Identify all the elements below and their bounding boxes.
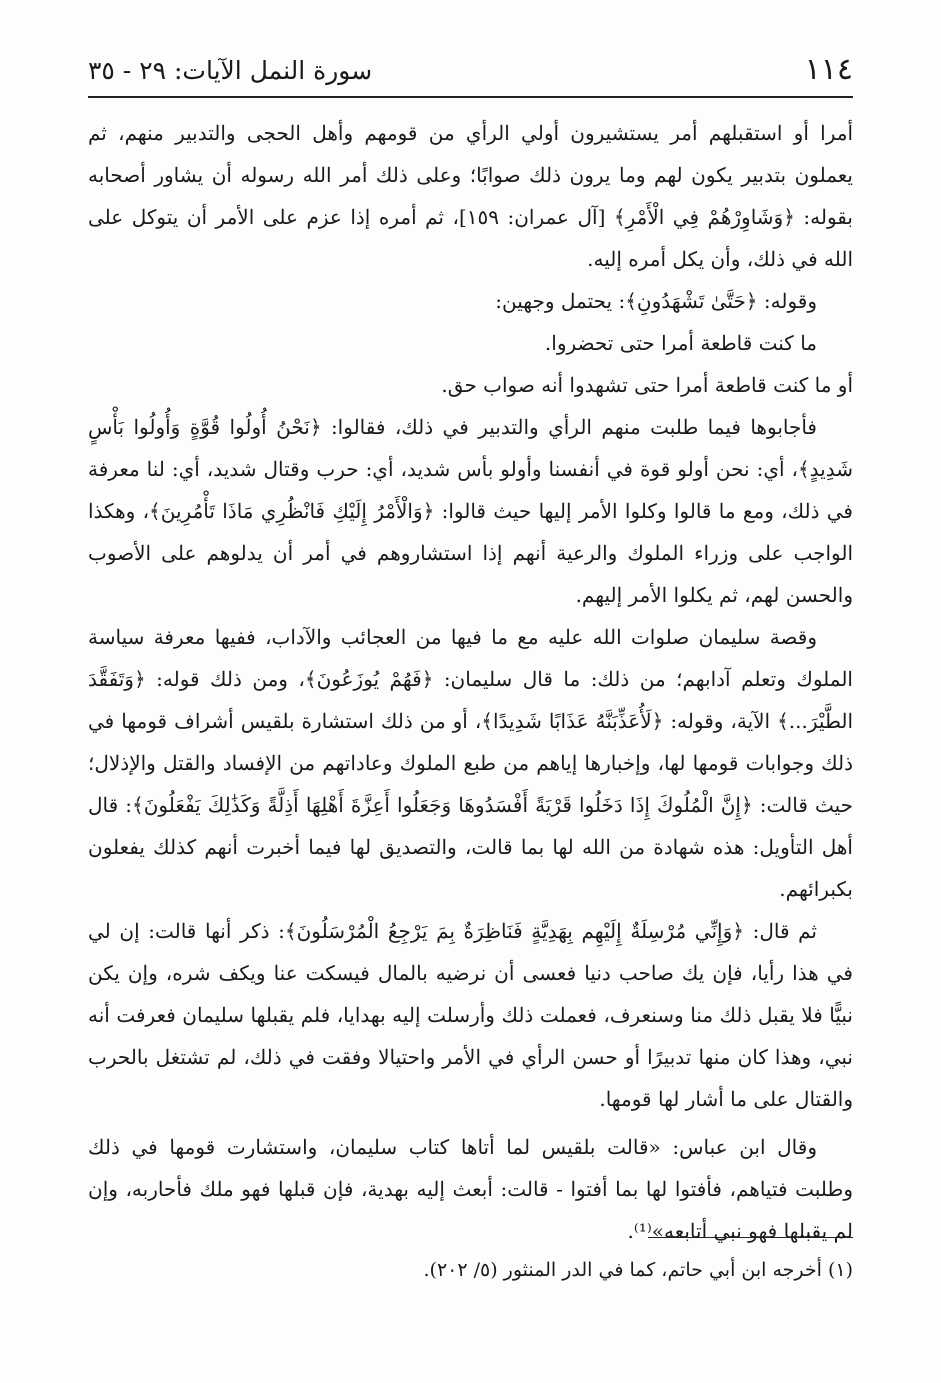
main-text	[88, 112, 853, 1252]
paragraph-5: فأجابوها فيما طلبت منهم الرأي والتدبير في ذلك، فقالوا: ﴿نَحْنُ أُولُوا قُوَّةٍ وَأُولُوا بَأْسٍ شَدِيدٍ﴾، أي: نحن أولو قوة في أنفسنا وأولو بأس شديد، أي: حرب وقتال شديد، أي: لنا معرفة في ذلك، ومع ما قالوا وكلوا الأمر إليها حيث قالوا: ﴿وَالْأَمْرُ إِلَيْكِ فَانْظُرِي مَاذَا تَأْمُرِينَ﴾، وهكذا الواجب على وزراء الملوك والرعية أنهم إذا استشاروهم في أمر أن يدلوهم على الأصوب والحسن لهم، ثم يكلوا الأمر إليهم.	[88, 415, 853, 607]
paragraph-6: وقصة سليمان صلوات الله عليه مع ما فيها من العجائب والآداب، ففيها معرفة سياسة الملوك وتعلم آدابهم؛ من ذلك: ما قال سليمان: ﴿فَهُمْ يُوزَعُونَ﴾، ومن ذلك قوله: ﴿وَتَفَقَّدَ الطَّيْرَ...﴾ الآية، وقوله: ﴿لَأُعَذِّبَنَّهُ عَذَابًا شَدِيدًا﴾، أو من ذلك استشارة بلقيس أشراف قومها في ذلك وجوابات قومها لها، وإخبارها إياهم من طبع الملوك وعاداتهم من الإفساد والقتل والإذلال؛ حيث قالت: ﴿إِنَّ الْمُلُوكَ إِذَا دَخَلُوا قَرْيَةً أَفْسَدُوهَا وَجَعَلُوا أَعِزَّةَ أَهْلِهَا أَذِلَّةً وَكَذَٰلِكَ يَفْعَلُونَ﴾: قال أهل التأويل: هذه شهادة من الله لها بما قالت، والتصديق لها فيما أخبرت أنهم كذلك يفعلون بكبرائهم.	[88, 625, 854, 901]
paragraph-4: أو ما كنت قاطعة أمرا حتى تشهدوا أنه صواب حق.	[441, 373, 853, 397]
paragraph-2: وقوله: ﴿حَتَّىٰ تَشْهَدُونِ﴾: يحتمل وجهين:	[495, 289, 817, 313]
page-header	[88, 50, 853, 94]
header-rule	[88, 96, 853, 98]
paragraph-3: ما كنت قاطعة أمرا حتى تحضروا.	[544, 331, 817, 355]
footnote: (١) أخرجه ابن أبي حاتم، كما في الدر المنثور (٥/ ٢٠٢).	[423, 1259, 853, 1281]
paragraph-1: أمرا أو استقبلهم أمر يستشيرون أولي الرأي من قومهم وأهل الحجى والتدبير منهم، ثم يعملون بتدبير يكون لهم وما يرون ذلك صوابًا؛ وعلى ذلك أمر الله رسوله أن يشاور أصحابه بقوله: ﴿وَشَاوِرْهُمْ فِي الْأَمْرِ﴾ [آل عمران: ١٥٩]، ثم أمره إذا عزم على الأمر أن يتوكل على الله في ذلك، وأن يكل أمره إليه.	[88, 121, 853, 271]
paragraph-8: وقال ابن عباس: «قالت بلقيس لما أتاها كتاب سليمان، واستشارت قومها في ذلك وطلبت فتياهم، فأفتوا لها بما أفتوا - قالت: أبعث إليه بهدية، فإن قبلها فهو ملك فأحاربه، وإن لم يقبلها فهو نبي أتابعه»⁽¹⁾.	[88, 1135, 853, 1243]
running-title: سورة النمل الآيات: ٢٩ - ٣٥	[88, 56, 373, 85]
paragraph-7: ثم قال: ﴿وَإِنِّي مُرْسِلَةٌ إِلَيْهِم بِهَدِيَّةٍ فَنَاظِرَةٌ بِمَ يَرْجِعُ الْمُرْسَلُونَ﴾: ذكر أنها قالت: إن لي في هذا رأيا، فإن يك صاحب دنيا فعسى أن نرضيه بالمال فيسكت عنا ويكف شره، وإن يكن نبيًّا فلا يقبل ذلك منا وسنعرف، فعملت ذلك وأرسلت إليه بهدايا، فلم يقبلها سليمان فعرفت أنه نبي، وهذا كان منها تدبيرًا أو حسن الرأي في الأمر واحتيالا وفقت في ذلك، لم تشتغل بالحرب والقتال على ما أشار لها قومها.	[88, 919, 853, 1111]
page-number: ١١٤	[804, 52, 853, 87]
footnote-rule	[648, 1237, 853, 1238]
